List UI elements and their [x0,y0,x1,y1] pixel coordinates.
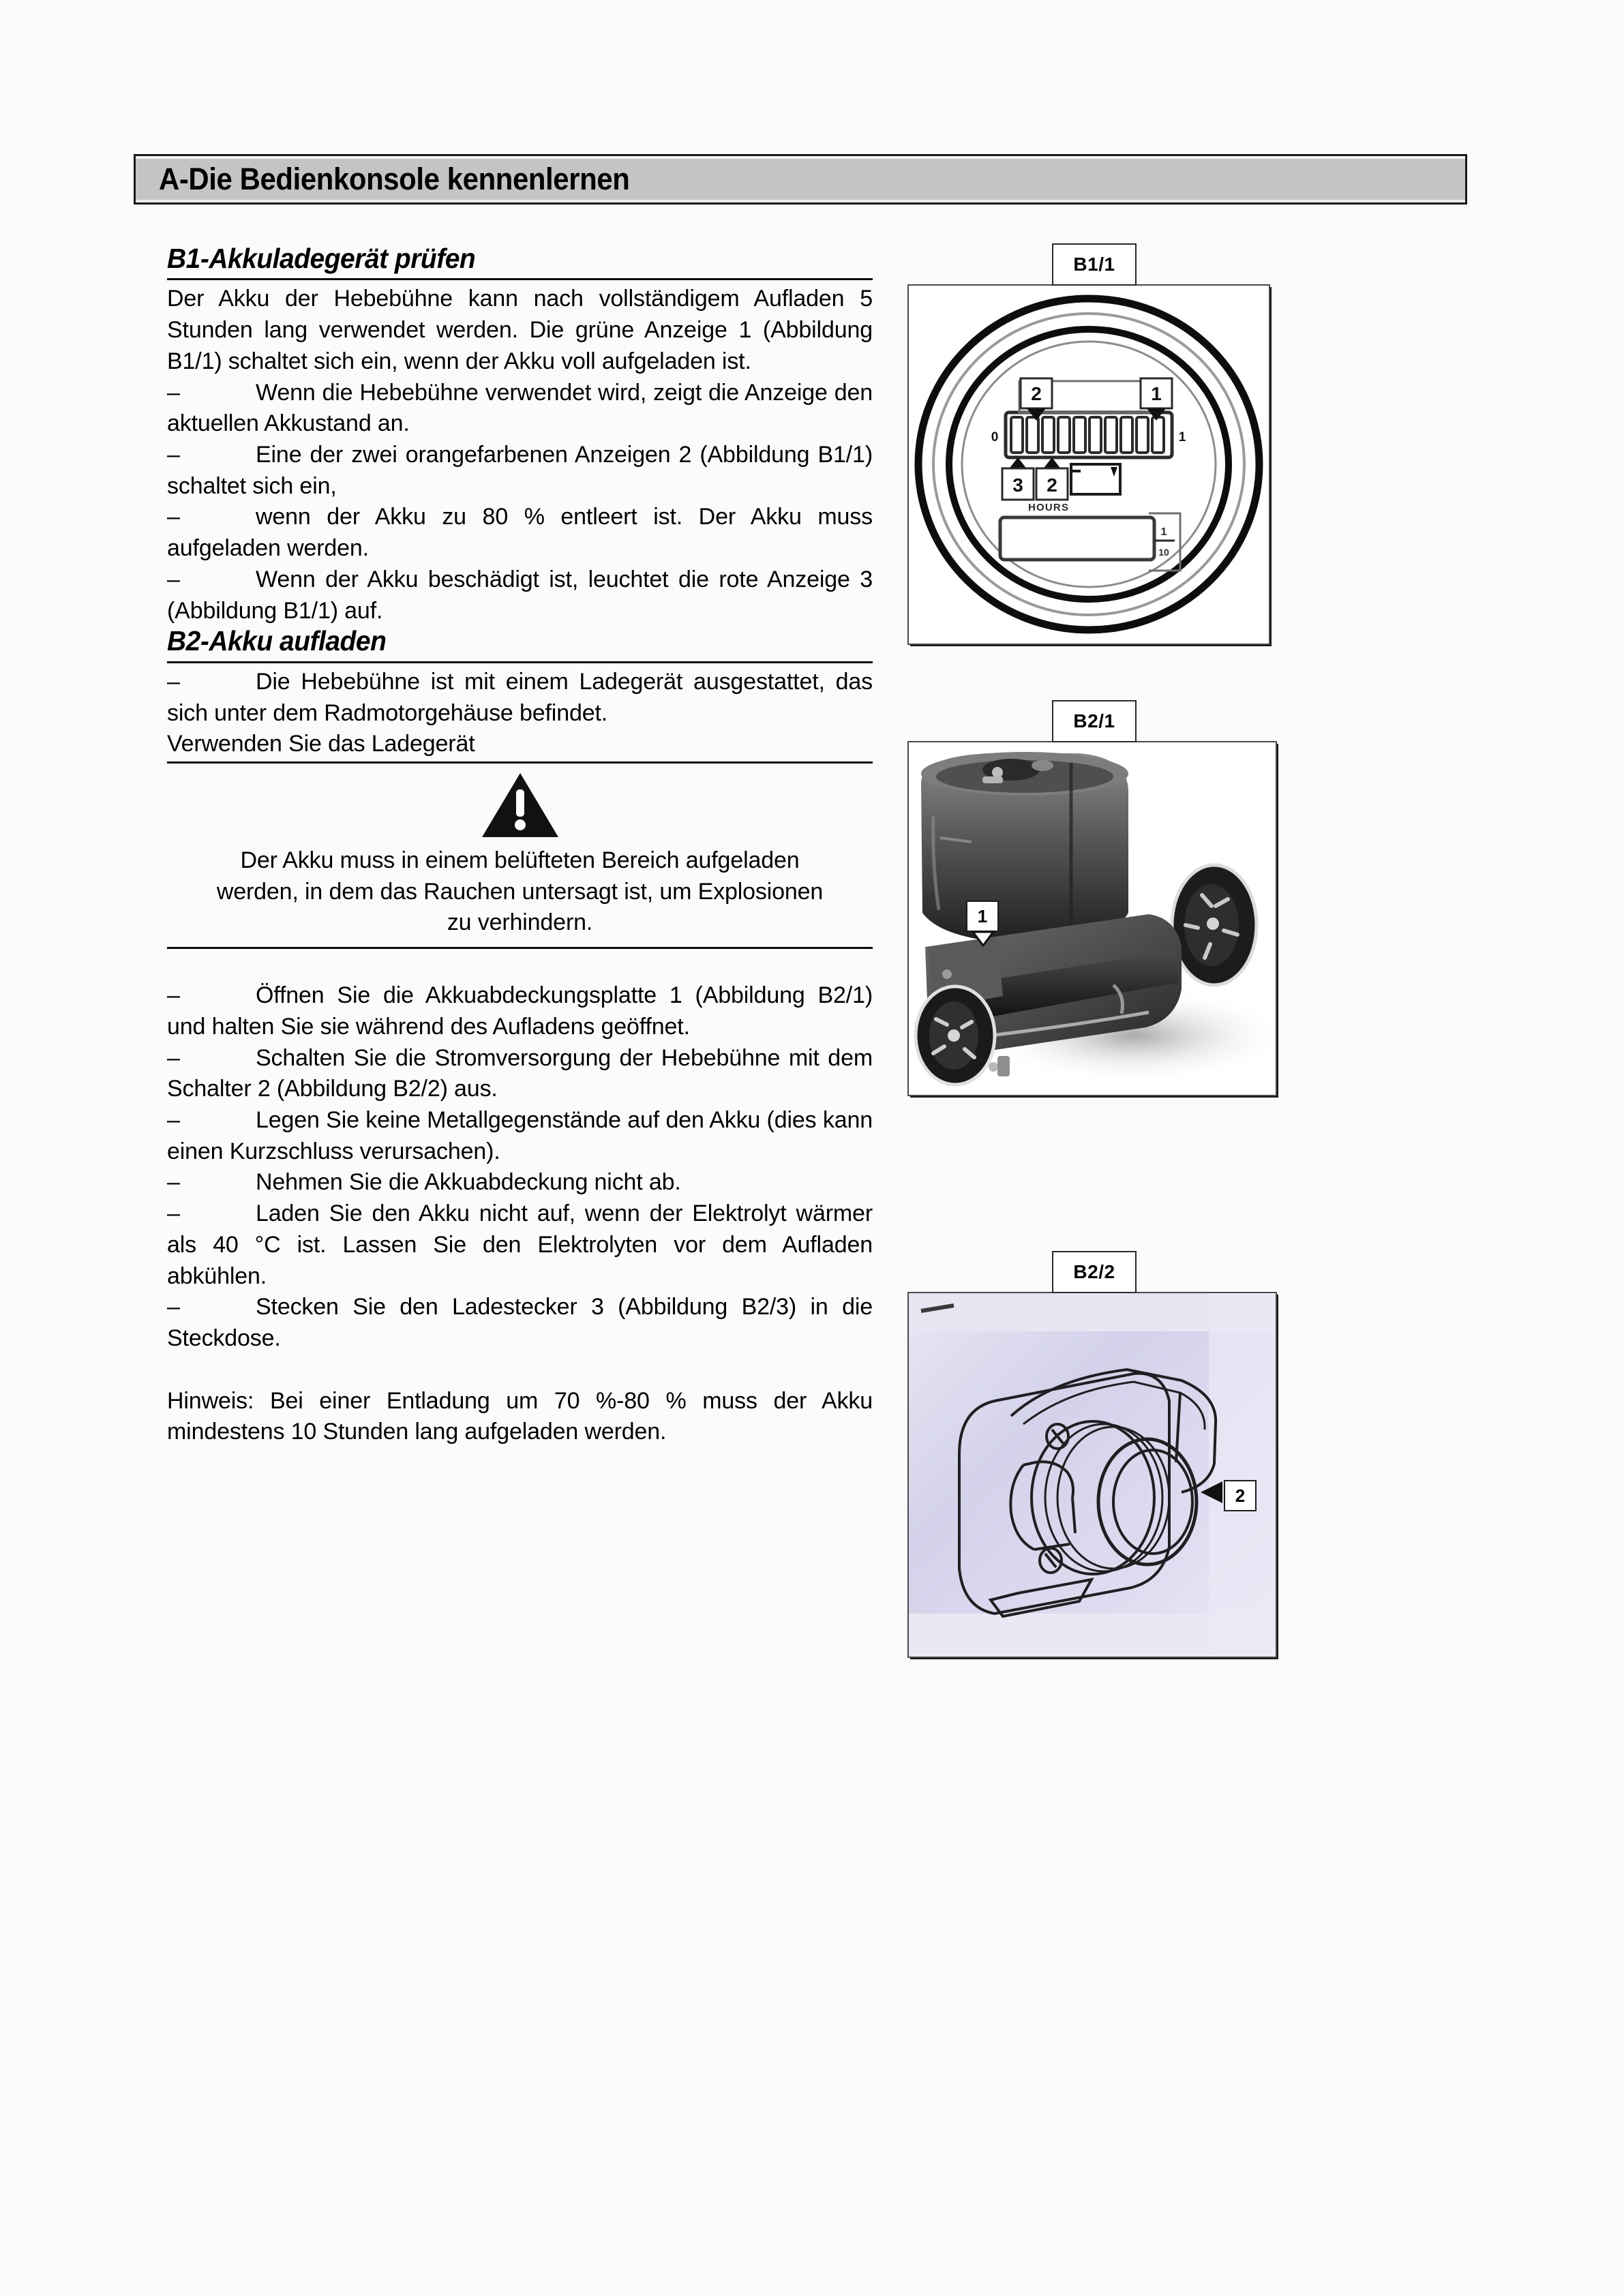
power-switch-drawing [909,1293,1276,1657]
b1-intro-paragraph: Der Akku der Hebebühne kann nach vollständigem Aufladen 5 Stunden lang verwendet werden. Die grüne Anzeige 1 (Abbildung B1/1) schaltet sich ein, wenn der Akku voll aufgeladen ist. [167,286,873,374]
battery-gauge-drawing [909,286,1269,644]
bullet-marker: – [167,566,180,592]
b1-bullet-3 [167,502,873,564]
figure-b2-2-caption: B2/2 [1052,1251,1137,1293]
svg-text:10: 10 [1158,547,1169,558]
svg-text:2: 2 [1031,383,1042,404]
bullet-marker: – [167,1169,180,1196]
figure-b1-1-frame [907,284,1270,645]
figure-b2-2-frame [907,1292,1277,1658]
spacer [167,949,873,980]
b2-bullet-1 [167,980,873,1042]
svg-text:1: 1 [1151,383,1162,404]
bullet-marker: – [167,1200,180,1227]
note-paragraph: Hinweis: Bei einer Entladung um 70 %-80 % muss der Akku mindestens 10 Stunden lang aufgeladen werden. [167,1387,873,1445]
figure-b2-2-callout-2: 2 [1224,1480,1257,1511]
b2-bullet-3-text: Legen Sie keine Metallgegenstände auf den Akku (dies kann einen Kurzschluss verursachen). [167,1107,873,1164]
svg-text:2: 2 [1047,474,1057,496]
warning-icon-wrapper [167,764,873,845]
b1-bullet-1 [167,378,873,440]
b2-bullet-3 [167,1105,873,1167]
heading-b2-rule [167,661,873,663]
b1-bullet-1-text: Wenn die Hebebühne verwendet wird, zeigt die Anzeige den aktuellen Akkustand an. [167,379,873,437]
warning-triangle-icon [479,772,561,840]
heading-b1-rule [167,278,873,280]
machine-base-illustration [909,742,1276,1095]
b2-bullet-5 [167,1198,873,1292]
bullet-marker: – [167,379,180,406]
bullet-marker: – [167,1107,180,1133]
figure-b2-1-caption: B2/1 [1052,700,1137,742]
bullet-marker: – [167,1294,180,1320]
b2-bullet-4 [167,1167,873,1198]
b1-bullet-4 [167,564,873,626]
b2-bullet-intro [167,667,873,729]
svg-text:1: 1 [1178,430,1186,444]
figure-b2-1-frame [907,741,1277,1096]
heading-b1: B1-Akkuladegerät prüfen [167,243,476,274]
bullet-marker: – [167,504,180,530]
machine-base-photo [909,742,1276,1095]
bullet-marker: – [167,1044,180,1071]
b1-bullet-2-text: Eine der zwei orangefarbenen Anzeigen 2 (Abbildung B1/1) schaltet sich ein, [167,442,873,499]
body-text-column [167,244,873,1448]
figure-b1-1-caption: B1/1 [1052,243,1137,286]
page-title: A-Die Bedienkonsole kennenlernen [159,162,630,196]
figure-b2-1-callout-arrow-icon [972,931,995,947]
bullet-marker: – [167,442,180,468]
svg-text:1: 1 [1160,526,1167,538]
b1-bullet-4-text: Wenn der Akku beschädigt ist, leuchtet die rote Anzeige 3 (Abbildung B1/1) auf. [167,566,873,624]
svg-text:HOURS: HOURS [1028,502,1070,513]
b2-bullet-1-text: Öffnen Sie die Akkuabdeckungsplatte 1 (Abbildung B2/1) und halten Sie sie während des Aufladens geöffnet. [167,982,873,1040]
svg-text:0: 0 [991,430,999,444]
b1-bullet-3-text: wenn der Akku zu 80 % entleert ist. Der Akku muss aufgeladen werden. [167,504,873,562]
b2-bullet-4-text: Nehmen Sie die Akkuabdeckung nicht ab. [256,1169,681,1196]
b2-bullet-2 [167,1043,873,1105]
svg-text:3: 3 [1012,474,1023,496]
bullet-marker: – [167,982,180,1009]
b2-bullet-2-text: Schalten Sie die Stromversorgung der Hebebühne mit dem Schalter 2 (Abbildung B2/2) aus. [167,1044,873,1102]
warning-block [167,761,873,949]
b2-bullet-6-text: Stecken Sie den Ladestecker 3 (Abbildung B2/3) in die Steckdose. [167,1294,873,1352]
heading-b2: B2-Akku aufladen [167,625,387,657]
section-header-banner [134,154,1467,205]
bullet-marker: – [167,668,180,695]
b1-bullet-2 [167,440,873,502]
b2-bullet-intro-text: Die Hebebühne ist mit einem Ladegerät ausgestattet, das sich unter dem Radmotorgehäuse befindet. [167,668,873,726]
b2-bullet-6 [167,1292,873,1354]
figure-b2-2-callout-arrow-icon [1199,1479,1227,1506]
b2-bullet-5-text: Laden Sie den Akku nicht auf, wenn der Elektrolyt wärmer als 40 °C ist. Lassen Sie den Elektrolyten vor dem Aufladen abkühlen. [167,1200,873,1289]
warning-text: Der Akku muss in einem belüfteten Bereich aufgeladen werden, in dem das Rauchen untersagt ist, um Explosionen zu verhindern. [216,847,824,936]
figure-b2-1-callout-1: 1 [966,901,999,932]
spacer [167,1355,873,1386]
b2-use-charger-line: Verwenden Sie das Ladegerät [167,731,475,757]
